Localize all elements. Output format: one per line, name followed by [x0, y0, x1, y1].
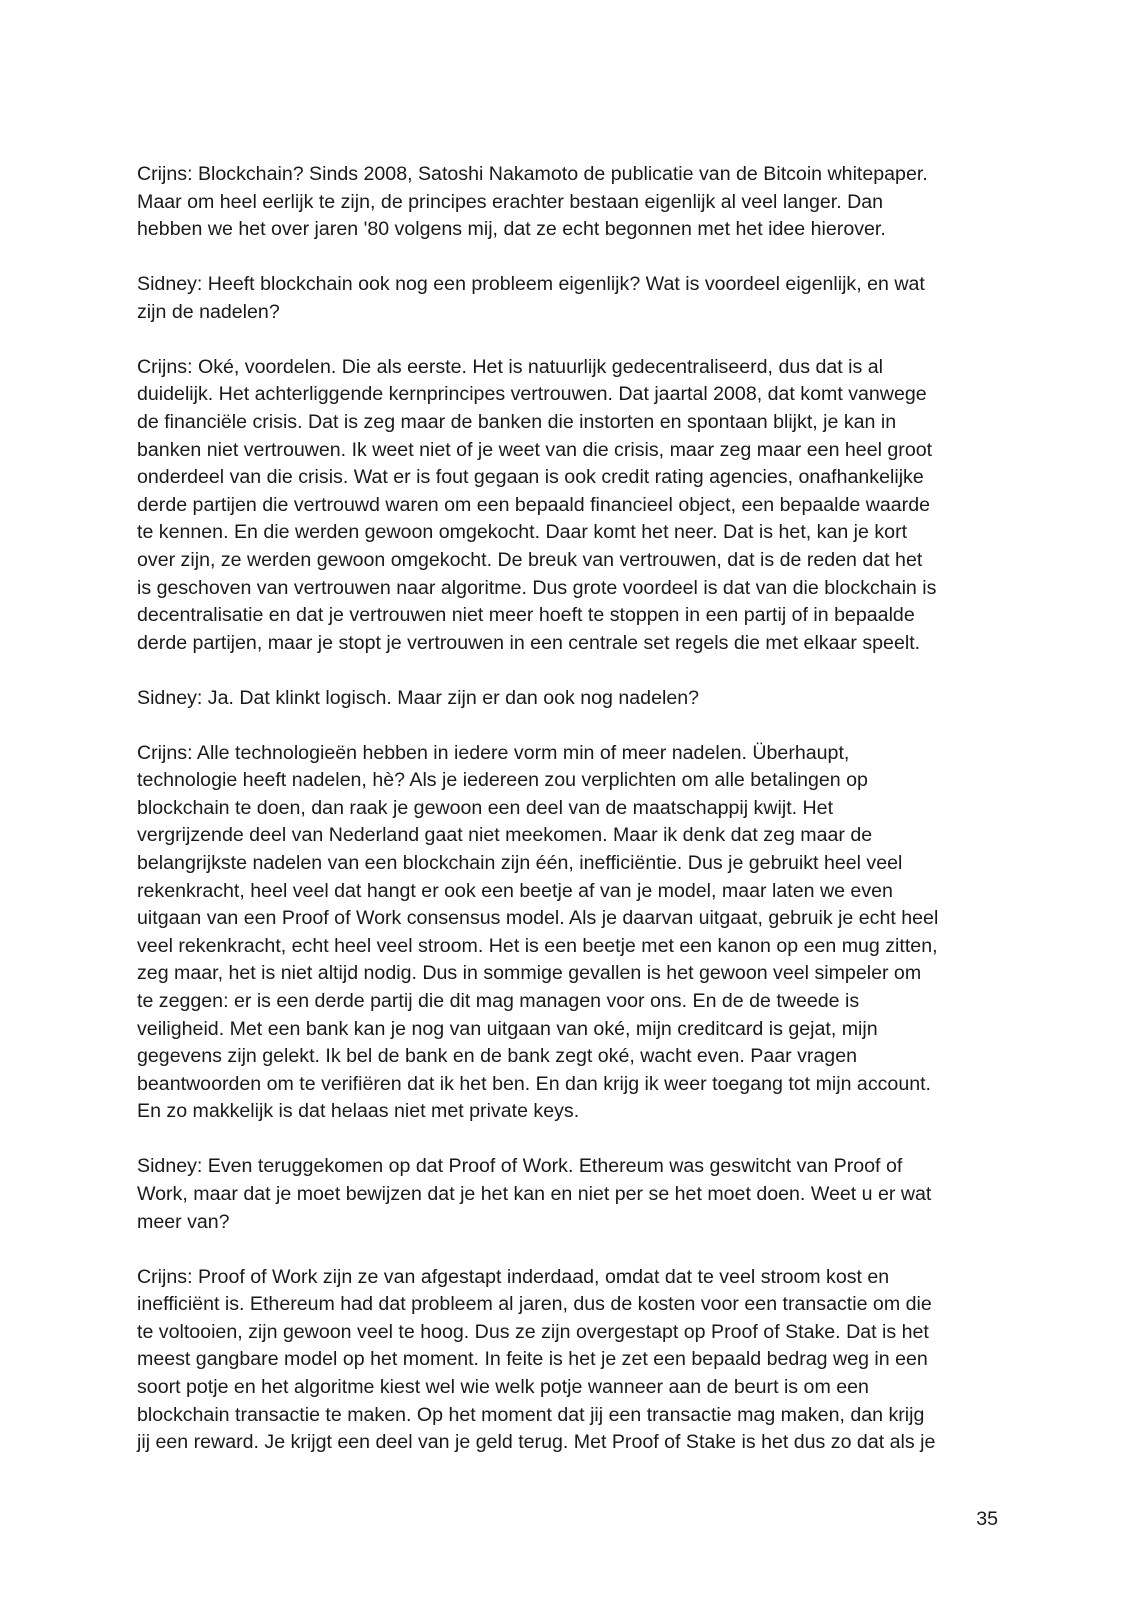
text-line: beantwoorden om te verifiëren dat ik het ben. En dan krijg ik weer toegang tot mijn account. [137, 1072, 932, 1095]
text-line: Crijns: Alle technologieën hebben in iedere vorm min of meer nadelen. Überhaupt, [137, 741, 850, 764]
text-line: duidelijk. Het achterliggende kernprincipes vertrouwen. Dat jaartal 2008, dat komt vanwege [137, 383, 927, 406]
transcript-paragraph [137, 1264, 999, 1457]
text-line: Sidney: Even teruggekomen op dat Proof of Work. Ethereum was geswitcht van Proof of [137, 1155, 903, 1178]
text-line: derde partijen die vertrouwd waren om een bepaald financieel object, een bepaalde waarde [137, 493, 930, 516]
text-line: onderdeel van die crisis. Wat er is fout gegaan is ook credit rating agencies, onafhankelijke [137, 466, 924, 489]
text-line: zijn de nadelen? [137, 300, 280, 323]
text-line: Crijns: Oké, voordelen. Die als eerste. Het is natuurlijk gedecentraliseerd, dus dat is al [137, 355, 884, 378]
text-line: technologie heeft nadelen, hè? Als je iedereen zou verplichten om alle betalingen op [137, 769, 868, 792]
text-line: inefficiënt is. Ethereum had dat probleem al jaren, dus de kosten voor een transactie om die [137, 1293, 932, 1316]
text-line: te zeggen: er is een derde partij die dit mag managen voor ons. En de de tweede is [137, 990, 860, 1012]
text-line: blockchain transactie te maken. Op het moment dat jij een transactie mag maken, dan krijg [137, 1403, 925, 1426]
text-line: Crijns: Blockchain? Sinds 2008, Satoshi Nakamoto de publicatie van de Bitcoin whitepaper. [137, 163, 928, 185]
text-line: Sidney: Ja. Dat klinkt logisch. Maar zijn er dan ook nog nadelen? [137, 686, 700, 709]
text-line: over zijn, ze werden gewoon omgekocht. De breuk van vertrouwen, dat is de reden dat het [137, 548, 923, 571]
document-body [137, 161, 999, 1484]
text-line: En zo makkelijk is dat helaas niet met private keys. [137, 1100, 580, 1123]
text-line: uitgaan van een Proof of Work consensus model. Als je daarvan uitgaat, gebruik je echt heel [137, 907, 939, 930]
text-line: blockchain te doen, dan raak je gewoon een deel van de maatschappij kwijt. Het [137, 796, 834, 819]
transcript-paragraph [137, 685, 999, 713]
text-line: belangrijkste nadelen van een blockchain zijn één, inefficiëntie. Dus je gebruikt heel veel [137, 852, 903, 875]
text-line: rekenkracht, heel veel dat hangt er ook een beetje af van je model, maar laten we even [137, 879, 893, 902]
text-line: banken niet vertrouwen. Ik weet niet of je weet van die crisis, maar zeg maar een heel groot [137, 438, 933, 461]
text-line: veel rekenkracht, echt heel veel stroom. Het is een beetje met een kanon op een mug zitten, [137, 934, 938, 957]
transcript-paragraph [137, 161, 999, 244]
text-line: Sidney: Heeft blockchain ook nog een probleem eigenlijk? Wat is voordeel eigenlijk, en wat [137, 273, 925, 296]
page-number: 35 [976, 1508, 998, 1530]
transcript-paragraph [137, 1153, 999, 1236]
text-line: Maar om heel eerlijk te zijn, de principes erachter bestaan eigenlijk al veel langer. Dan [137, 190, 884, 213]
text-line: veiligheid. Met een bank kan je nog van uitgaan van oké, mijn creditcard is gejat, mijn [137, 1017, 878, 1040]
text-line: jij een reward. Je krijgt een deel van je geld terug. Met Proof of Stake is het dus zo dat als je [137, 1431, 936, 1454]
transcript-paragraph [137, 740, 999, 1126]
text-line: Crijns: Proof of Work zijn ze van afgestapt inderdaad, omdat dat te veel stroom kost en [137, 1265, 890, 1288]
text-line: derde partijen, maar je stopt je vertrouwen in een centrale set regels die met elkaar speelt. [137, 631, 921, 654]
transcript-paragraph [137, 354, 999, 658]
text-line: hebben we het over jaren '80 volgens mij, dat ze echt begonnen met het idee hierover. [137, 218, 886, 241]
text-line: zeg maar, het is niet altijd nodig. Dus in sommige gevallen is het gewoon veel simpeler om [137, 962, 922, 985]
text-line: soort potje en het algoritme kiest wel wie welk potje wanneer aan de beurt is om een [137, 1375, 869, 1398]
text-line: gegevens zijn gelekt. Ik bel de bank en de bank zegt oké, wacht even. Paar vragen [137, 1045, 857, 1068]
transcript-paragraph [137, 271, 999, 326]
text-line: is geschoven van vertrouwen naar algoritme. Dus grote voordeel is dat van die blockchain is [137, 576, 937, 599]
text-line: te kennen. En die werden gewoon omgekocht. Daar komt het neer. Dat is het, kan je kort [137, 521, 908, 544]
text-line: decentralisatie en dat je vertrouwen niet meer hoeft te stoppen in een partij of in bepaalde [137, 604, 915, 627]
text-line: meer van? [137, 1210, 230, 1233]
text-line: Work, maar dat je moet bewijzen dat je het kan en niet per se het moet doen. Weet u er wat [137, 1182, 932, 1205]
text-line: meest gangbare model op het moment. In feite is het je zet een bepaald bedrag weg in een [137, 1348, 928, 1371]
text-line: de financiële crisis. Dat is zeg maar de banken die instorten en spontaan blijkt, je kan in [137, 410, 897, 433]
text-line: te voltooien, zijn gewoon veel te hoog. Dus ze zijn overgestapt op Proof of Stake. Dat is het [137, 1320, 929, 1343]
text-line: vergrijzende deel van Nederland gaat niet meekomen. Maar ik denk dat zeg maar de [137, 824, 873, 847]
